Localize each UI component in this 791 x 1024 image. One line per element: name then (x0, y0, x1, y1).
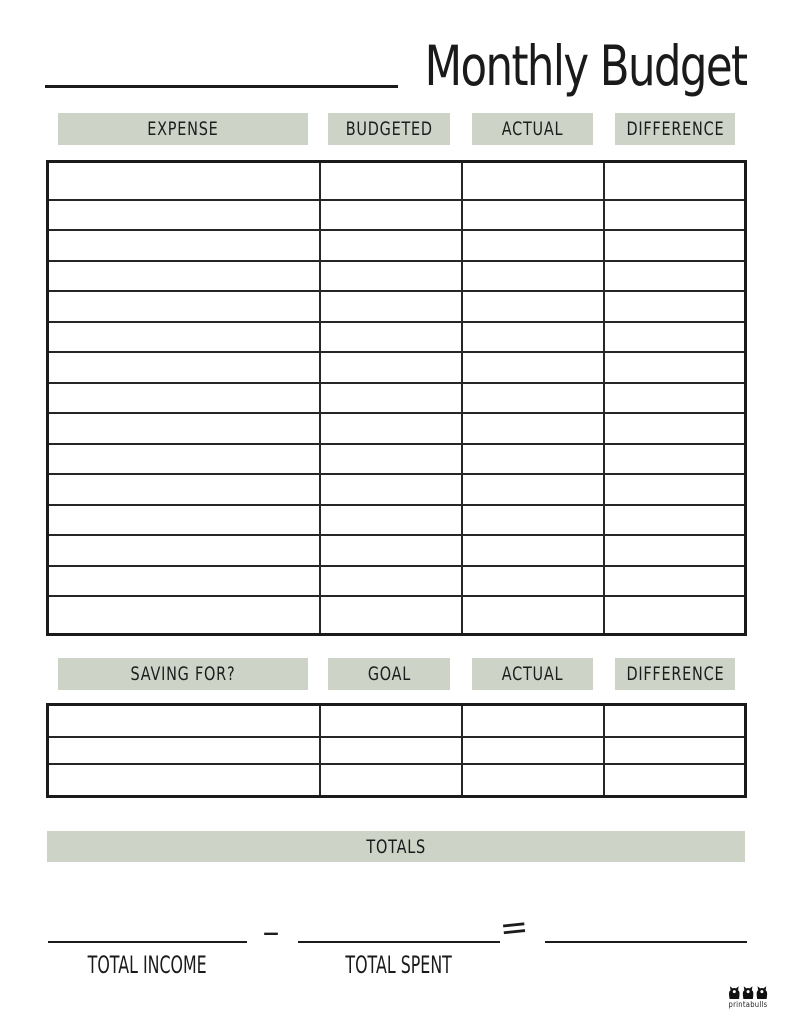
table-cell (462, 596, 604, 634)
table-cell (320, 291, 462, 322)
table-row (48, 200, 746, 231)
totals-label: TOTALS (366, 835, 426, 858)
minus-sign: – (262, 912, 280, 952)
expense-header: EXPENSE (58, 113, 308, 145)
table-cell (48, 505, 320, 536)
table-cell (462, 737, 604, 763)
page-title (339, 34, 747, 98)
table-cell (462, 505, 604, 536)
table-cell (320, 322, 462, 353)
total-income-label: TOTAL INCOME (87, 951, 208, 979)
table-cell (604, 505, 746, 536)
savings-table (46, 703, 747, 798)
table-cell (320, 261, 462, 292)
table-cell (48, 383, 320, 414)
table-cell (604, 535, 746, 566)
table-row (48, 261, 746, 292)
table-cell (604, 200, 746, 231)
savings-difference-header: DIFFERENCE (615, 658, 735, 690)
table-row (48, 737, 746, 763)
table-cell (48, 764, 320, 797)
table-cell (48, 200, 320, 231)
table-row (48, 764, 746, 797)
table-cell (462, 352, 604, 383)
table-cell (320, 737, 462, 763)
table-cell (604, 444, 746, 475)
printabulls-logo-text: printabulls (728, 1000, 768, 1009)
actual-header: ACTUAL (472, 113, 593, 145)
result-blank-line (545, 941, 747, 943)
table-cell (604, 764, 746, 797)
table-cell (604, 705, 746, 738)
table-cell (604, 596, 746, 634)
table-cell (48, 535, 320, 566)
table-cell (320, 352, 462, 383)
table-cell (320, 474, 462, 505)
total-income-blank-line (48, 941, 247, 943)
table-row (48, 535, 746, 566)
table-cell (604, 230, 746, 261)
table-cell (48, 474, 320, 505)
table-cell (48, 352, 320, 383)
table-cell (604, 737, 746, 763)
table-cell (604, 352, 746, 383)
table-cell (48, 261, 320, 292)
table-cell (462, 764, 604, 797)
table-cell (48, 413, 320, 444)
table-cell (462, 291, 604, 322)
table-cell (320, 705, 462, 738)
table-cell (604, 162, 746, 200)
table-cell (320, 200, 462, 231)
totals-bar (47, 831, 745, 862)
table-cell (462, 162, 604, 200)
total-spent-label: TOTAL SPENT (345, 951, 453, 979)
table-row (48, 383, 746, 414)
table-cell (604, 322, 746, 353)
table-cell (604, 413, 746, 444)
savings-actual-header: ACTUAL (472, 658, 593, 690)
table-cell (462, 566, 604, 597)
table-cell (604, 383, 746, 414)
table-cell (604, 566, 746, 597)
table-row (48, 291, 746, 322)
table-row (48, 474, 746, 505)
saving-for-header: SAVING FOR? (58, 658, 308, 690)
table-cell (604, 291, 746, 322)
table-cell (48, 596, 320, 634)
table-cell (48, 230, 320, 261)
table-cell (462, 444, 604, 475)
table-cell (320, 764, 462, 797)
table-cell (604, 474, 746, 505)
table-row (48, 322, 746, 353)
table-row (48, 596, 746, 634)
goal-header: GOAL (328, 658, 450, 690)
table-cell (462, 322, 604, 353)
table-cell (320, 566, 462, 597)
table-cell (320, 230, 462, 261)
table-cell (48, 444, 320, 475)
total-spent-blank-line (298, 941, 500, 943)
table-cell (48, 291, 320, 322)
table-cell (462, 535, 604, 566)
table-cell (320, 413, 462, 444)
table-cell (48, 566, 320, 597)
table-cell (48, 737, 320, 763)
table-cell (320, 505, 462, 536)
table-cell (320, 162, 462, 200)
table-cell (604, 261, 746, 292)
table-cell (462, 413, 604, 444)
table-row (48, 352, 746, 383)
page-title-text: Monthly Budget (425, 34, 747, 98)
table-row (48, 413, 746, 444)
table-cell (462, 230, 604, 261)
table-cell (462, 383, 604, 414)
table-row (48, 162, 746, 200)
table-cell (320, 596, 462, 634)
table-row (48, 705, 746, 738)
table-row (48, 230, 746, 261)
table-row (48, 566, 746, 597)
printabulls-logo (724, 983, 772, 1009)
table-cell (462, 261, 604, 292)
table-row (48, 505, 746, 536)
three-bulldogs-icon (727, 983, 769, 1000)
expense-table (46, 160, 747, 636)
difference-header: DIFFERENCE (615, 113, 735, 145)
budgeted-header: BUDGETED (328, 113, 450, 145)
table-cell (462, 705, 604, 738)
table-cell (48, 162, 320, 200)
equals-sign: = (497, 906, 531, 950)
table-cell (48, 322, 320, 353)
table-cell (462, 474, 604, 505)
table-cell (320, 383, 462, 414)
table-cell (48, 705, 320, 738)
table-row (48, 444, 746, 475)
table-cell (320, 444, 462, 475)
table-cell (462, 200, 604, 231)
table-cell (320, 535, 462, 566)
